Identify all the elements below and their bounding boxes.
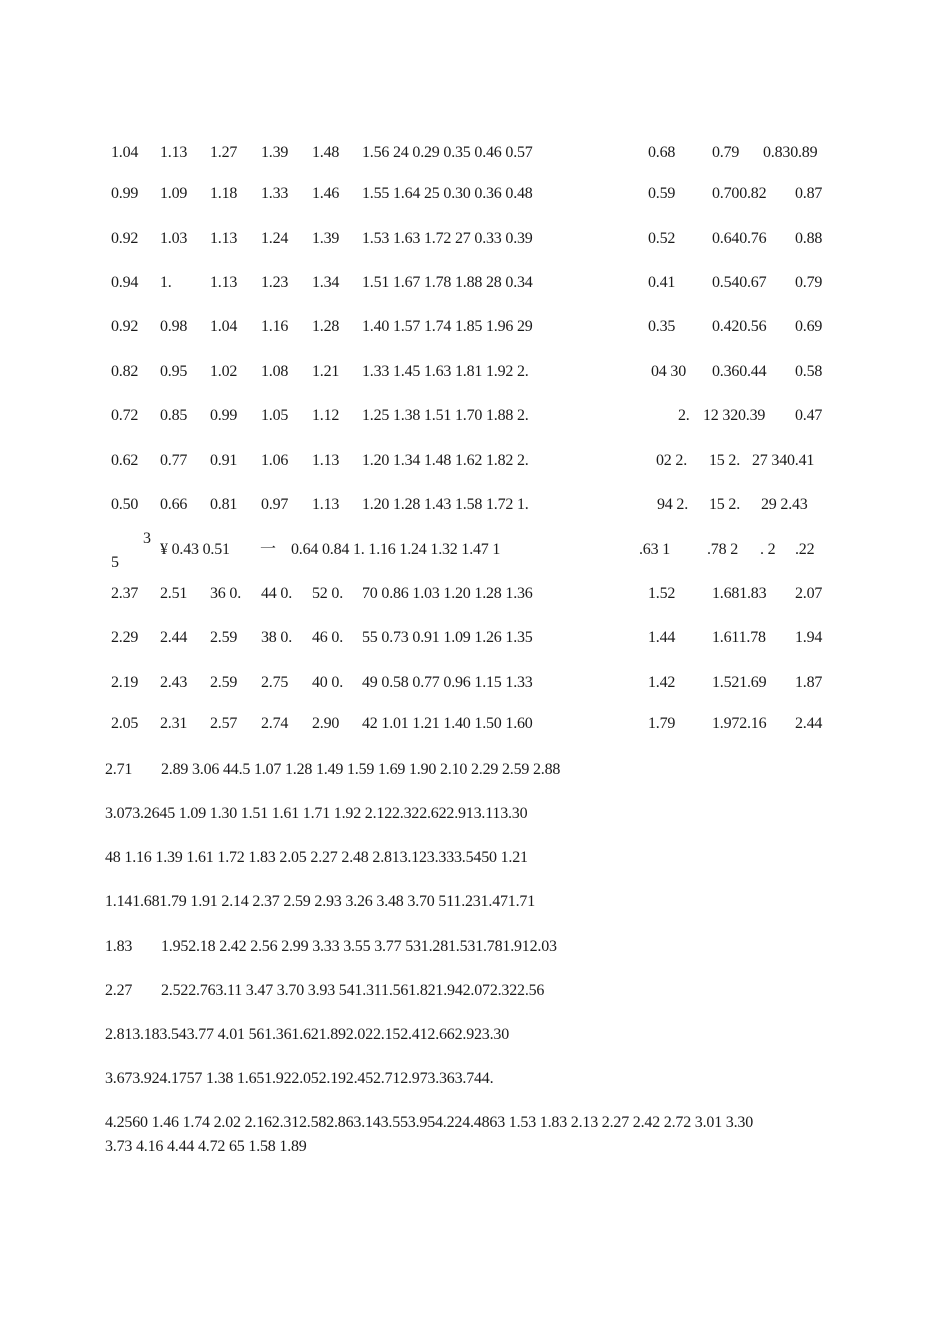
cell: 1.13 (312, 496, 340, 513)
cell: 1.03 (160, 230, 188, 247)
cell: 49 0.58 0.77 0.96 1.15 1.33 (362, 674, 533, 691)
cell: 2. (678, 407, 690, 424)
cell: 0.640.76 (712, 230, 767, 247)
cell: 52 0. (312, 585, 344, 602)
cell: 2.07 (795, 585, 823, 602)
cell: 0.360.44 (712, 363, 767, 380)
cell: 55 0.73 0.91 1.09 1.26 1.35 (362, 629, 533, 646)
cell: 2.75 (261, 674, 289, 691)
cell: 1.02 (210, 363, 238, 380)
cell: 1.24 (261, 230, 289, 247)
cell: 27 340.41 (752, 452, 815, 469)
cell: 0.47 (795, 407, 823, 424)
cell: 1.13 (312, 452, 340, 469)
cell: 02 2. (656, 452, 688, 469)
cell: 38 0. (261, 629, 293, 646)
cell: 0.88 (795, 230, 823, 247)
cell: 1.08 (261, 363, 289, 380)
line-segment: 2.27 (105, 982, 133, 999)
cell: 0.41 (648, 274, 676, 291)
cell: 1.23 (261, 274, 289, 291)
cell: 1.13 (160, 144, 188, 161)
cell: 1.681.83 (712, 585, 767, 602)
cell: 1.39 (261, 144, 289, 161)
line-segment: 3.073.2645 1.09 1.30 1.51 1.61 1.71 1.92 2.122.322.622.913.113.30 (105, 805, 528, 822)
cell: 2.31 (160, 715, 188, 732)
cell: 1.20 1.28 1.43 1.58 1.72 1. (362, 496, 529, 513)
cell: 2.57 (210, 715, 238, 732)
cell: 1.521.69 (712, 674, 767, 691)
cell: 1.87 (795, 674, 823, 691)
cell: 0.91 (210, 452, 238, 469)
cell: 46 0. (312, 629, 344, 646)
cell: 2.90 (312, 715, 340, 732)
cell: 0.50 (111, 496, 139, 513)
line-segment: 3.73 4.16 4.44 4.72 65 1.58 1.89 (105, 1138, 307, 1155)
cell: 0.82 (111, 363, 139, 380)
cell: 1.20 1.34 1.48 1.62 1.82 2. (362, 452, 529, 469)
cell: 1.04 (111, 144, 139, 161)
cell: 29 2.43 (761, 496, 808, 513)
cell: 0.540.67 (712, 274, 767, 291)
cell: 1.05 (261, 407, 289, 424)
cell: 0.420.56 (712, 318, 767, 335)
line-segment: 1.952.18 2.42 2.56 2.99 3.33 3.55 3.77 531.281.531.781.912.03 (161, 938, 557, 955)
cell: 0.58 (795, 363, 823, 380)
cell: 1.42 (648, 674, 676, 691)
cell: 0.92 (111, 230, 139, 247)
cell: 2.59 (210, 674, 238, 691)
cell: 1. (160, 274, 172, 291)
cell: 1.611.78 (712, 629, 766, 646)
cell: 1.25 1.38 1.51 1.70 1.88 2. (362, 407, 529, 424)
cell: 1.52 (648, 585, 676, 602)
cell: 1.21 (312, 363, 340, 380)
cell: ¥ 0.43 0.51 (160, 541, 230, 558)
cell: 1.06 (261, 452, 289, 469)
cell: 1.972.16 (712, 715, 767, 732)
cell: 0.52 (648, 230, 676, 247)
cell: 1.33 1.45 1.63 1.81 1.92 2. (362, 363, 529, 380)
cell: 15 2. (709, 496, 741, 513)
cell: 1.13 (210, 274, 238, 291)
cell: 44 0. (261, 585, 293, 602)
cell: 2.29 (111, 629, 139, 646)
cell: 0.87 (795, 185, 823, 202)
cell: 1.40 1.57 1.74 1.85 1.96 29 (362, 318, 533, 335)
cell: 1.56 24 0.29 0.35 0.46 0.57 (362, 144, 533, 161)
cell: . 2 (760, 541, 776, 558)
cell: 1.55 1.64 25 0.30 0.36 0.48 (362, 185, 533, 202)
cell: 2.05 (111, 715, 139, 732)
cell: 0.99 (111, 185, 139, 202)
cell: 1.79 (648, 715, 676, 732)
cell: 36 0. (210, 585, 242, 602)
cell: 0.79 (795, 274, 823, 291)
cell: 1.28 (312, 318, 340, 335)
cell: 1.27 (210, 144, 238, 161)
cell: 0.95 (160, 363, 188, 380)
line-segment: 1.141.681.79 1.91 2.14 2.37 2.59 2.93 3.26 3.48 3.70 511.231.471.71 (105, 893, 536, 910)
cell: 0.700.82 (712, 185, 767, 202)
cell: 0.97 (261, 496, 289, 513)
cell: 1.16 (261, 318, 289, 335)
cell: 1.44 (648, 629, 676, 646)
cell: 1.34 (312, 274, 340, 291)
line-segment: 4.2560 1.46 1.74 2.02 2.162.312.582.863.143.553.954.224.4863 1.53 1.83 2.13 2.27 2.42 2.72 3.01 3.30 (105, 1114, 754, 1131)
cell: 1.18 (210, 185, 238, 202)
line-segment: 2.71 (105, 761, 133, 778)
cell: 40 0. (312, 674, 344, 691)
superscript-mark: 3 (143, 530, 151, 547)
cell: 1.53 1.63 1.72 27 0.33 0.39 (362, 230, 533, 247)
cell: 0.99 (210, 407, 238, 424)
cell: .22 (795, 541, 815, 558)
cell: 2.37 (111, 585, 139, 602)
cell: 1.48 (312, 144, 340, 161)
line-segment: 1.83 (105, 938, 133, 955)
line-segment: 48 1.16 1.39 1.61 1.72 1.83 2.05 2.27 2.48 2.813.123.333.5450 1.21 (105, 849, 528, 866)
cell: 2.44 (160, 629, 188, 646)
cell: 0.81 (210, 496, 238, 513)
cell: 2.44 (795, 715, 823, 732)
subscript-mark: 5 (111, 554, 119, 571)
cell: 0.72 (111, 407, 139, 424)
cell: 1.04 (210, 318, 238, 335)
line-segment: 2.522.763.11 3.47 3.70 3.93 541.311.561.821.942.072.322.56 (161, 982, 545, 999)
cell: 1.39 (312, 230, 340, 247)
line-segment: 3.673.924.1757 1.38 1.651.922.052.192.452.712.973.363.744. (105, 1070, 494, 1087)
cell: 42 1.01 1.21 1.40 1.50 1.60 (362, 715, 533, 732)
cell: 1.13 (210, 230, 238, 247)
cell: 0.66 (160, 496, 188, 513)
cell: .63 1 (639, 541, 671, 558)
cell: 2.59 (210, 629, 238, 646)
cell: 0.69 (795, 318, 823, 335)
cell: 1.09 (160, 185, 188, 202)
cell: 0.85 (160, 407, 188, 424)
cell: 0.94 (111, 274, 139, 291)
line-segment: 2.813.183.543.77 4.01 561.361.621.892.022.152.412.662.923.30 (105, 1026, 510, 1043)
cell: 2.43 (160, 674, 188, 691)
cell: 0.59 (648, 185, 676, 202)
cell: 70 0.86 1.03 1.20 1.28 1.36 (362, 585, 533, 602)
cell: 0.92 (111, 318, 139, 335)
cell: 0.62 (111, 452, 139, 469)
cell: 12 320.39 (703, 407, 766, 424)
cell: 0.98 (160, 318, 188, 335)
cell: 0.77 (160, 452, 188, 469)
cell: 94 2. (657, 496, 689, 513)
dash-mark: 一 (260, 541, 276, 558)
cell: 0.830.89 (763, 144, 818, 161)
cell: 04 30 (651, 363, 687, 380)
cell: 0.64 0.84 1. 1.16 1.24 1.32 1.47 1 (291, 541, 501, 558)
cell: 0.68 (648, 144, 676, 161)
cell: 1.51 1.67 1.78 1.88 28 0.34 (362, 274, 533, 291)
cell: 2.51 (160, 585, 188, 602)
cell: 1.46 (312, 185, 340, 202)
cell: 15 2. (709, 452, 741, 469)
cell: 1.94 (795, 629, 823, 646)
line-segment: 2.89 3.06 44.5 1.07 1.28 1.49 1.59 1.69 1.90 2.10 2.29 2.59 2.88 (161, 761, 561, 778)
cell: 2.74 (261, 715, 289, 732)
cell: 1.33 (261, 185, 289, 202)
cell: .78 2 (707, 541, 739, 558)
cell: 2.19 (111, 674, 139, 691)
cell: 0.35 (648, 318, 676, 335)
cell: 0.79 (712, 144, 740, 161)
cell: 1.12 (312, 407, 340, 424)
